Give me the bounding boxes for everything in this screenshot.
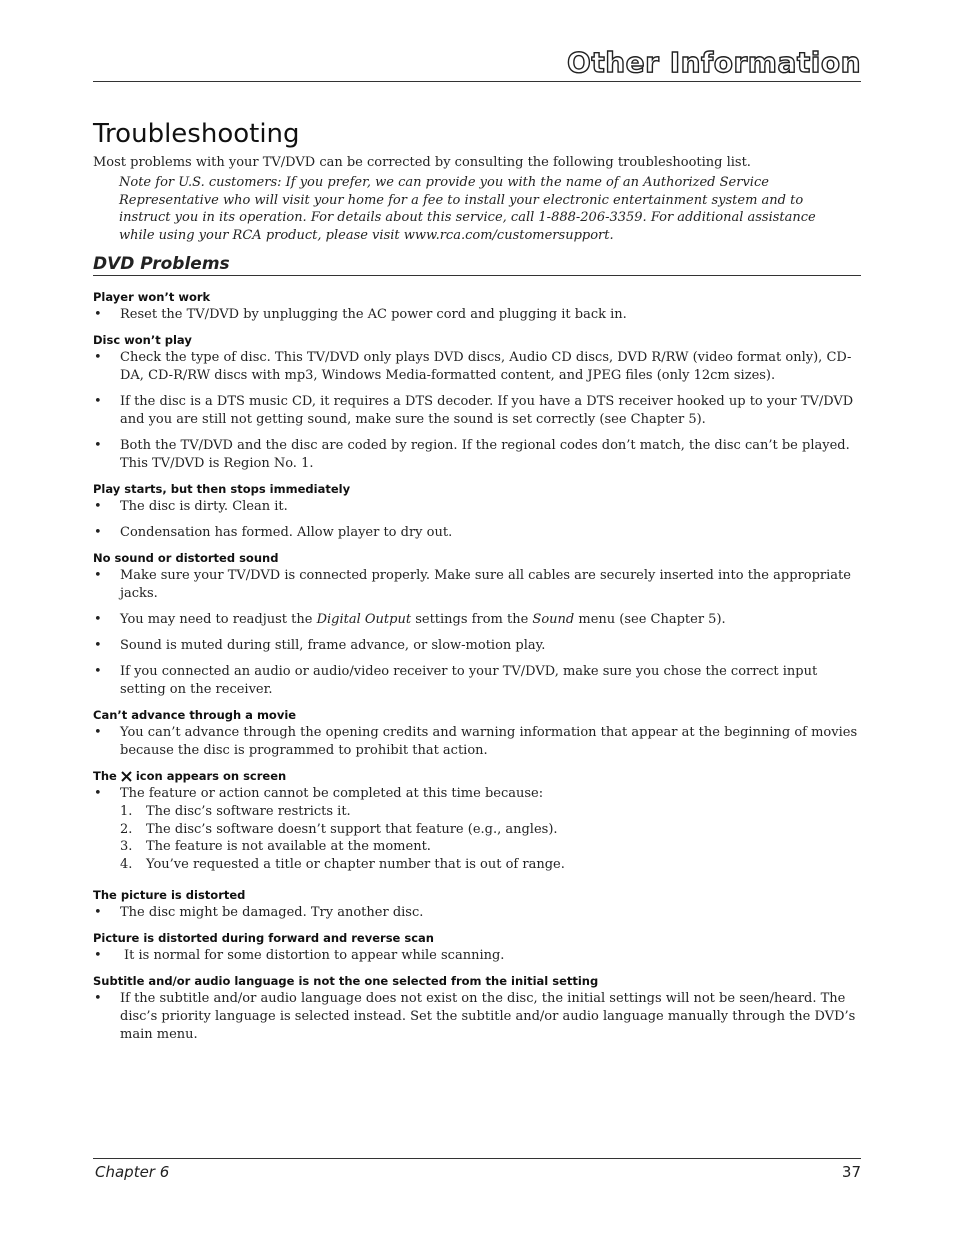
bullet: • xyxy=(94,725,102,740)
list-item: • Sound is muted during still, frame advance, or slow-motion play. xyxy=(94,638,546,653)
list-item: • If you connected an audio or audio/video receiver to your TV/DVD, make sure you chose the correct input setting on the receiver. xyxy=(94,664,818,697)
customer-note: Note for U.S. customers: If you prefer, we can provide you with the name of an Authorized Service Representative who will visit your home for a fee to install your electronic entertainment system and to instruct you in its operation. For details about this service, call 1-888-206-3359. For additional assistance while using your RCA product, please visit www.rca.com/customersupport. xyxy=(119,175,816,243)
bullet: • xyxy=(94,948,102,963)
subheading: The picture is distorted xyxy=(93,888,246,902)
group-picture-distorted-scan xyxy=(93,930,861,965)
group-disc-wont-play xyxy=(93,332,861,473)
bullet: • xyxy=(94,664,102,679)
subheading: No sound or distorted sound xyxy=(93,551,279,565)
subheading: Picture is distorted during forward and reverse scan xyxy=(93,931,434,945)
x-icon xyxy=(121,771,132,782)
subheading: Subtitle and/or audio language is not the one selected from the initial setting xyxy=(93,974,599,988)
header-title: Other Information xyxy=(567,46,861,79)
bullet: • xyxy=(94,786,102,801)
numbered-item: 4. You’ve requested a title or chapter number that is out of range. xyxy=(120,856,565,872)
subheading: The icon appears on screen xyxy=(93,769,287,783)
list-item: • It is normal for some distortion to appear while scanning. xyxy=(94,948,505,963)
group-subtitle-language xyxy=(93,973,861,1044)
bullet: • xyxy=(94,307,102,322)
list-item: • The disc is dirty. Clean it. xyxy=(94,499,288,514)
bullet: • xyxy=(94,612,102,627)
group-icon-appears xyxy=(93,768,861,873)
group-picture-distorted xyxy=(93,887,861,922)
group-player-wont-work xyxy=(93,289,861,324)
list-item: • The disc might be damaged. Try another disc. xyxy=(94,905,424,920)
bullet: • xyxy=(94,394,102,409)
list-item: • You can’t advance through the opening credits and warning information that appear at the beginning of movies because the disc is programmed to prohibit that action. xyxy=(94,725,858,758)
list-item: • If the disc is a DTS music CD, it requires a DTS decoder. If you have a DTS receiver hooked up to your TV/DVD and you are still not getting sound, make sure the sound is set correctly (see Chapter 5). xyxy=(94,394,854,427)
subheading: Play starts, but then stops immediately xyxy=(93,482,351,496)
bullet: • xyxy=(94,991,102,1006)
bullet: • xyxy=(94,438,102,453)
list-item: • Check the type of disc. This TV/DVD only plays DVD discs, Audio CD discs, DVD R/RW (video format only), CD-DA, CD-R/RW discs with mp3, Windows Media-formatted content, and JPEG files (only 12cm sizes). xyxy=(94,350,852,383)
list-item: • If the subtitle and/or audio language does not exist on the disc, the initial settings will not be seen/heard. The disc’s priority language is selected instead. Set the subtitle and/or audio language manually through the DVD’s main menu. xyxy=(94,991,856,1042)
group-play-stops xyxy=(93,481,861,542)
footer-rule xyxy=(93,1158,861,1159)
list-item: • Condensation has formed. Allow player to dry out. xyxy=(94,525,453,540)
bullet: • xyxy=(94,525,102,540)
group-no-sound xyxy=(93,550,861,699)
page-title: Troubleshooting xyxy=(93,119,300,149)
bullet: • xyxy=(94,905,102,920)
bullet: • xyxy=(94,568,102,583)
bullet: • xyxy=(94,638,102,653)
list-item: • Reset the TV/DVD by unplugging the AC power cord and plugging it back in. xyxy=(94,307,627,322)
intro-text: Most problems with your TV/DVD can be corrected by consulting the following troubleshooting list. xyxy=(93,155,751,170)
list-item: • The feature or action cannot be completed at this time because: xyxy=(94,786,544,801)
troubleshooting-list xyxy=(93,289,861,1052)
page-number: 37 xyxy=(841,1163,861,1181)
subheading: Can’t advance through a movie xyxy=(93,708,297,722)
numbered-item: 3. The feature is not available at the moment. xyxy=(120,839,431,854)
subheading: Player won’t work xyxy=(93,290,211,304)
subheading: Disc won’t play xyxy=(93,333,192,347)
bullet: • xyxy=(94,499,102,514)
header-rule xyxy=(93,81,861,82)
section-heading: DVD Problems xyxy=(93,253,861,276)
group-cant-advance xyxy=(93,707,861,760)
footer-chapter: Chapter 6 xyxy=(95,1163,170,1181)
list-item: • You may need to readjust the Digital Output settings from the Sound menu (see Chapter 5). xyxy=(94,612,726,627)
list-item: • Both the TV/DVD and the disc are coded by region. If the regional codes don’t match, the disc can’t be played. This TV/DVD is Region No. 1. xyxy=(94,438,850,471)
numbered-item: 2. The disc’s software doesn’t support that feature (e.g., angles). xyxy=(120,821,558,837)
numbered-item: 1. The disc’s software restricts it. xyxy=(120,804,351,819)
list-item: • Make sure your TV/DVD is connected properly. Make sure all cables are securely inserted into the appropriate jacks. xyxy=(94,568,851,601)
bullet: • xyxy=(94,350,102,365)
